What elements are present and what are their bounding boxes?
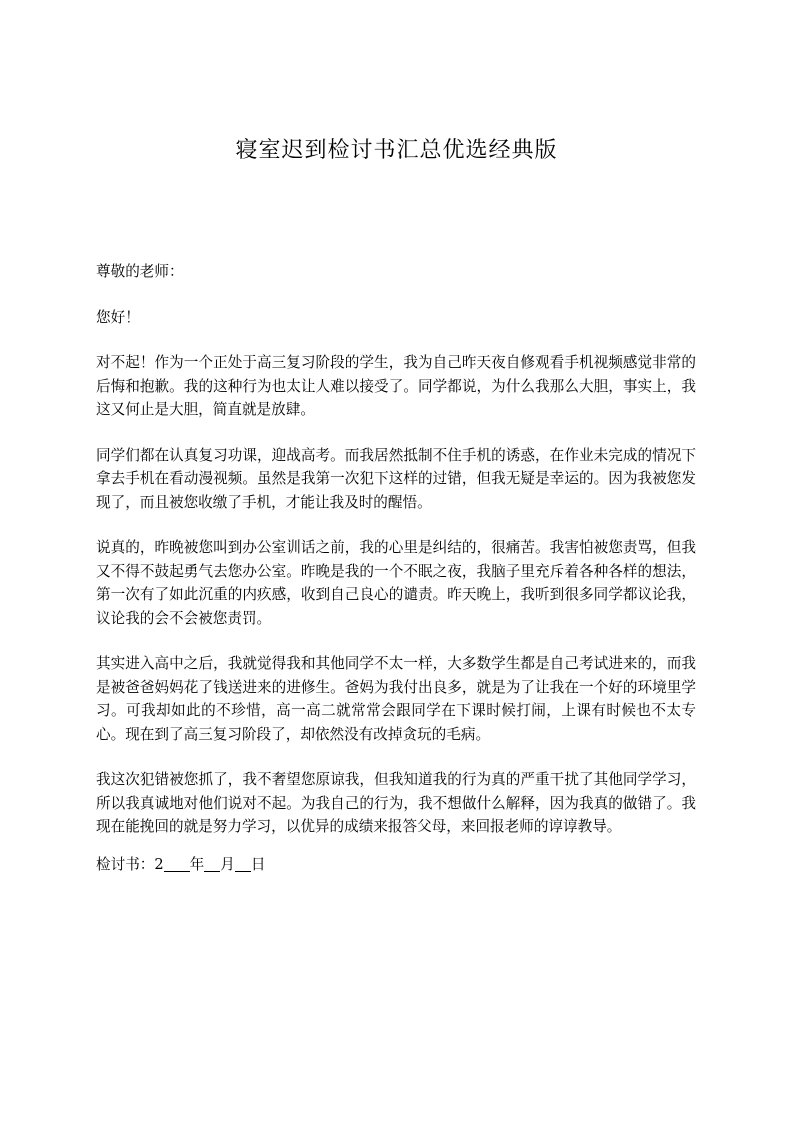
day-unit: 日 (250, 855, 266, 873)
paragraph-2: 同学们都在认真复习功课，迎战高考。而我居然抵制不住手机的诱惑，在作业未完成的情况下拿去手机在看动漫视频。虽然是我第一次犯下这样的过错，但我无疑是幸运的。因为我被您发现了，而且被您收缴了手机，才能让我及时的醒悟。 (96, 446, 696, 511)
year-blank (164, 855, 190, 872)
paragraph-5: 我这次犯错被您抓了，我不奢望您原谅我，但我知道我的行为真的严重干扰了其他同学学习，所以我真诚地对他们说对不起。为我自己的行为，我不想做什么解释，因为我真的做错了。我现在能挽回的就是努力学习，以优异的成绩来报答父母，来回报老师的谆谆教导。 (96, 771, 696, 835)
paragraph-4: 其实进入高中之后，我就觉得我和其他同学不太一样，大多数学生都是自己考试进来的，而我是被爸爸妈妈花了钱送进来的进修生。爸妈为我付出良多，就是为了让我在一个好的环境里学习。可我却如此的不珍惜，高一高二就常常会跟同学在下课时候打闹，上课有时候也不太专心。现在到了高三复习阶段了，却依然没有改掉贪玩的毛病。 (96, 655, 696, 743)
signature-label: 检讨书：2 (96, 855, 164, 873)
salutation: 尊敬的老师： (96, 263, 184, 280)
paragraph-1: 对不起！作为一个正处于高三复习阶段的学生，我为自己昨天夜自修观看手机视频感觉非常的后悔和抱歉。我的这种行为也太让人难以接受了。同学都说，为什么我那么大胆，事实上，我这又何止是大胆，简直就是放肆。 (96, 354, 696, 418)
day-blank (235, 855, 251, 872)
month-blank (204, 855, 220, 872)
year-unit: 年 (189, 855, 205, 873)
greeting: 您好！ (96, 308, 140, 326)
signature-date-line (96, 853, 696, 877)
document-body (96, 260, 696, 876)
paragraph-3: 说真的，昨晚被您叫到办公室训话之前，我的心里是纠结的，很痛苦。我害怕被您责骂，但我又不得不鼓起勇气去您办公室。昨晚是我的一个不眠之夜，我脑子里充斥着各种各样的想法，第一次有了如此沉重的内疚感，收到自己良心的谴责。昨天晚上，我听到很多同学都议论我，议论我的会不会被您责罚。 (96, 539, 696, 627)
document-title: 寝室迟到检讨书汇总优选经典版 (235, 138, 558, 163)
month-unit: 月 (220, 855, 235, 873)
